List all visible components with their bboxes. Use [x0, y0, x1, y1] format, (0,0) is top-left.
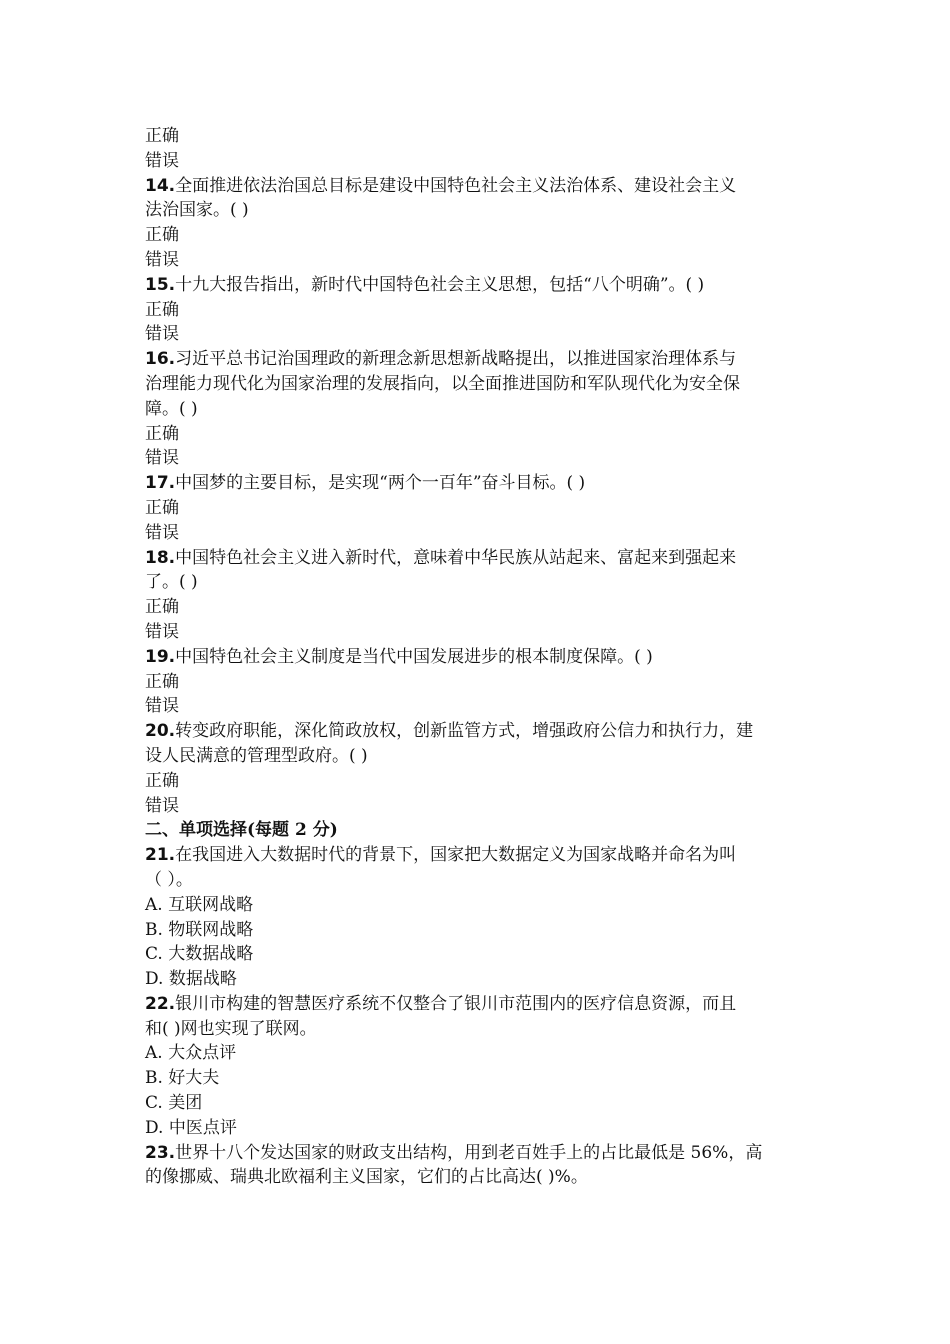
question-number: 15. — [145, 274, 176, 295]
answer-true: 正确 — [145, 225, 179, 246]
section-heading: 二、单项选择(每题 2 分) — [145, 820, 338, 841]
answer-false: 错误 — [145, 696, 179, 717]
choice-option: D. 数据战略 — [145, 969, 237, 990]
question-text: 障。( ) — [145, 398, 198, 419]
question-text: 中国特色社会主义制度是当代中国发展进步的根本制度保障。( ) — [175, 646, 653, 667]
judgement-question — [145, 347, 817, 471]
question-number: 22. — [145, 993, 176, 1014]
choice-option: A. 互联网战略 — [145, 894, 254, 915]
choice-option: A. 大众点评 — [145, 1043, 237, 1064]
question-text: 了。( ) — [145, 572, 198, 593]
question-line — [145, 744, 817, 769]
answer-true: 正确 — [145, 299, 179, 320]
question-number: 20. — [145, 721, 176, 742]
question-line — [145, 198, 817, 223]
question-text: 的像挪威、瑞典北欧福利主义国家，它们的占比高达( )%。 — [145, 1167, 588, 1188]
answer-false: 错误 — [145, 448, 179, 469]
question-text: 转变政府职能，深化简政放权，创新监管方式，增强政府公信力和执行力，建 — [175, 721, 754, 742]
question-line — [145, 843, 817, 868]
answer-false: 错误 — [145, 324, 179, 345]
question-line — [145, 719, 817, 744]
judgement-question — [145, 546, 817, 645]
judgement-question — [145, 719, 817, 818]
question-number: 23. — [145, 1142, 176, 1163]
question-line — [145, 1017, 817, 1042]
choice-questions — [145, 843, 817, 1190]
question-line — [145, 868, 817, 893]
judgement-question — [145, 273, 817, 347]
answer-true: 正确 — [145, 597, 179, 618]
question-line — [145, 1165, 817, 1190]
question-text: 治理能力现代化为国家治理的发展指向，以全面推进国防和军队现代化为安全保 — [145, 373, 740, 394]
question-text: 设人民满意的管理型政府。( ) — [145, 745, 368, 766]
question-text: 银川市构建的智慧医疗系统不仅整合了银川市范围内的医疗信息资源，而且 — [175, 993, 737, 1014]
judgement-question — [145, 174, 817, 273]
choice-option: D. 中医点评 — [145, 1117, 237, 1138]
question-line — [145, 347, 817, 372]
answer-false: 错误 — [145, 621, 179, 642]
answer-true: 正确 — [145, 770, 179, 791]
question-text: （ ）。 — [145, 869, 193, 890]
answer-true: 正确 — [145, 497, 179, 518]
question-line — [145, 273, 817, 298]
answer-true: 正确 — [145, 671, 179, 692]
judgement-question — [145, 471, 817, 545]
answer-true: 正确 — [145, 423, 179, 444]
question-text: 世界十八个发达国家的财政支出结构，用到老百姓手上的占比最低是 56%，高 — [175, 1142, 763, 1163]
question-text: 中国特色社会主义进入新时代，意味着中华民族从站起来、富起来到强起来 — [175, 547, 737, 568]
question-text: 在我国进入大数据时代的背景下，国家把大数据定义为国家战略并命名为叫 — [175, 845, 737, 866]
question-line — [145, 397, 817, 422]
question-number: 19. — [145, 646, 176, 667]
choice-option: C. 大数据战略 — [145, 944, 254, 965]
choice-question — [145, 843, 817, 992]
question-line — [145, 645, 817, 670]
answer-false: 错误 — [145, 249, 179, 270]
question-line — [145, 1141, 817, 1166]
question-number: 17. — [145, 473, 176, 494]
question-text: 和( )网也实现了联网。 — [145, 1018, 317, 1039]
question-line — [145, 174, 817, 199]
choice-option: B. 物联网战略 — [145, 919, 254, 940]
question-number: 18. — [145, 547, 176, 568]
answer-false: 错误 — [145, 795, 179, 816]
question-number: 14. — [145, 175, 176, 196]
choice-option: B. 好大夫 — [145, 1068, 220, 1089]
question-text: 中国梦的主要目标，是实现“两个一百年”奋斗目标。( ) — [175, 473, 586, 494]
choice-question — [145, 1141, 817, 1191]
question-text: 法治国家。( ) — [145, 200, 249, 221]
judgement-question — [145, 645, 817, 719]
answer-false: 错误 — [145, 522, 179, 543]
answer-true: 正确 — [145, 126, 179, 146]
choice-question — [145, 992, 817, 1141]
question-number: 21. — [145, 845, 176, 866]
question-line — [145, 546, 817, 571]
question-line — [145, 570, 817, 595]
choice-option: C. 美团 — [145, 1093, 203, 1114]
judgement-questions — [145, 174, 817, 819]
document-page — [145, 124, 817, 1190]
question-text: 全面推进依法治国总目标是建设中国特色社会主义法治体系、建设社会主义 — [175, 175, 737, 196]
answer-false: 错误 — [145, 150, 179, 171]
question-line — [145, 992, 817, 1017]
question-text: 习近平总书记治国理政的新理念新思想新战略提出，以推进国家治理体系与 — [175, 349, 737, 370]
question-line — [145, 372, 817, 397]
question-text: 十九大报告指出，新时代中国特色社会主义思想，包括“八个明确”。( ) — [175, 274, 705, 295]
question-line — [145, 471, 817, 496]
question-number: 16. — [145, 349, 176, 370]
